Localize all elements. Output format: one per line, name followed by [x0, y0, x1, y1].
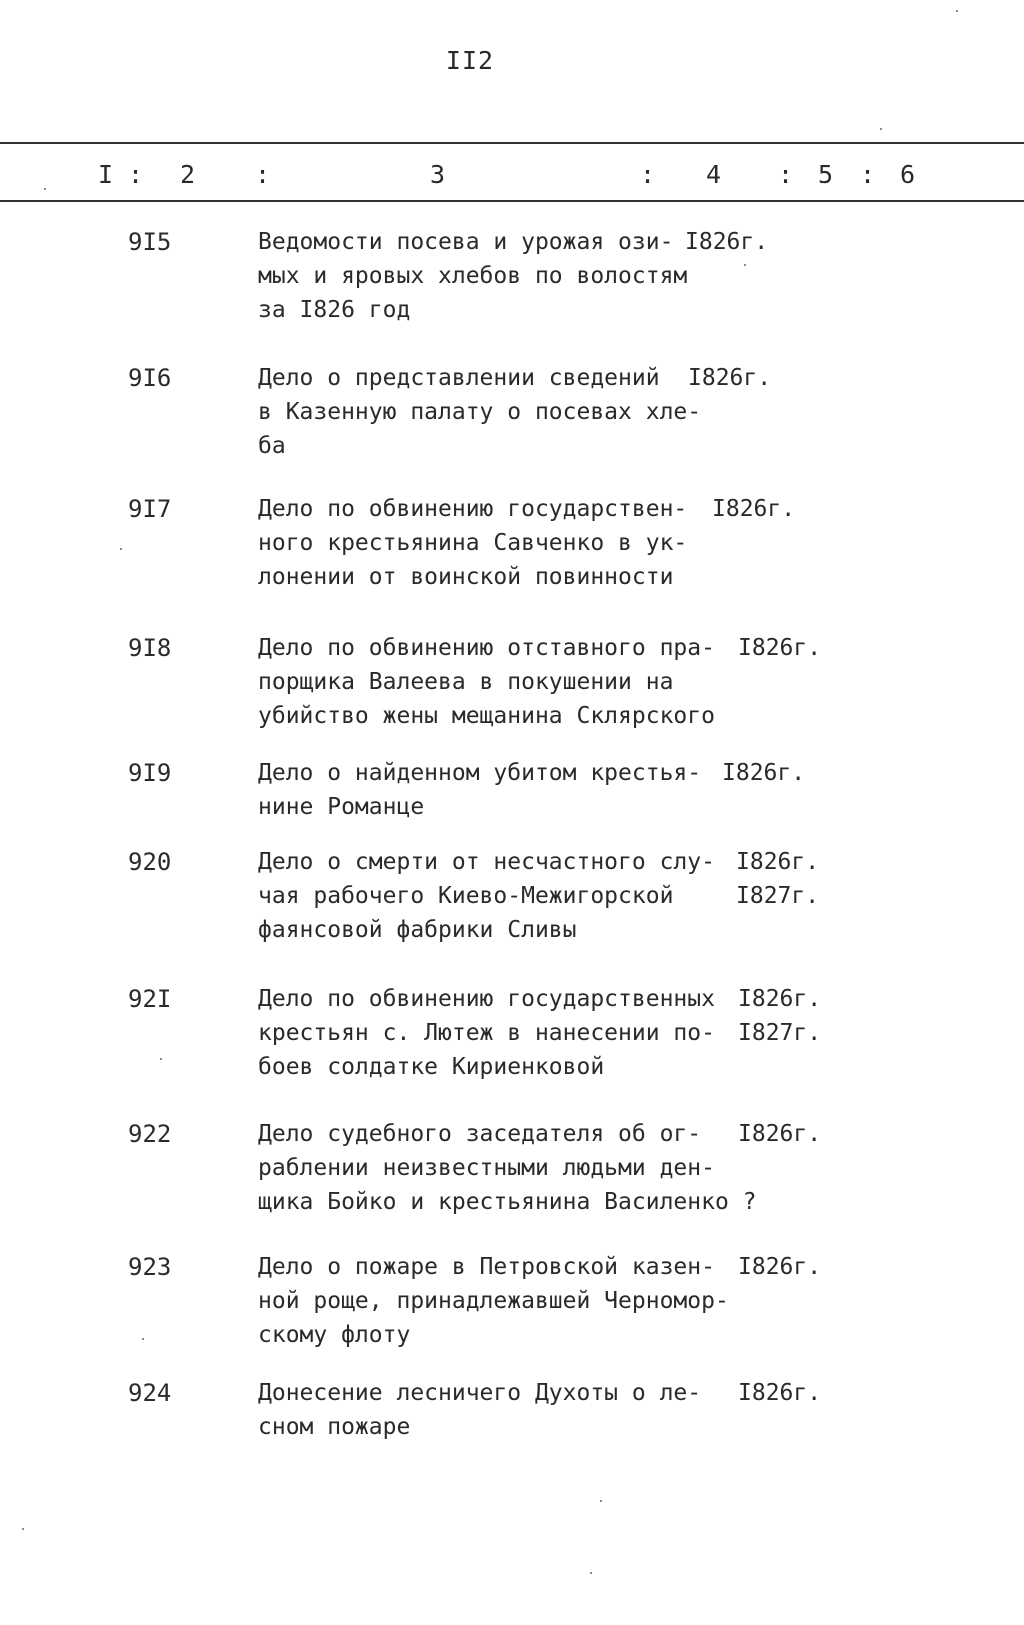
entry-title-line: Донесение лесничего Духоты о ле-: [258, 1380, 702, 1406]
column-separator: :: [778, 160, 794, 189]
entry-title: [258, 225, 687, 327]
entry-date: I826г.: [738, 1121, 822, 1147]
scan-speck: [956, 10, 958, 12]
entry-date: I826г.: [738, 1380, 822, 1406]
entry-title-line: порщика Валеева в покушении на: [258, 669, 674, 695]
header-rule-top: [0, 142, 1024, 144]
scan-speck: [44, 188, 46, 190]
entry-dates: [738, 631, 821, 665]
scan-speck: [22, 1528, 24, 1530]
entry-title-line: Ведомости посева и урожая ози-: [258, 229, 674, 255]
column-header-2: 2: [180, 160, 196, 189]
scan-speck: [160, 1058, 162, 1060]
entry-title-line: фаянсовой фабрики Сливы: [258, 917, 577, 943]
entry-title-line: чая рабочего Киево-Межигорской: [258, 883, 674, 909]
entry-number: 920: [128, 848, 172, 876]
entry-title: [258, 1376, 701, 1444]
entry-title-line: Дело по обвинению отставного пра-: [258, 635, 715, 661]
entry-title-line: Дело судебного заседателя об ог-: [258, 1121, 702, 1147]
entry-date: I827г.: [736, 883, 820, 909]
entry-title: [258, 361, 701, 463]
entry-number: 9I8: [128, 634, 172, 662]
entry-title: [258, 1117, 757, 1219]
entry-title: [258, 492, 687, 594]
entry-dates: [738, 1117, 821, 1151]
scan-speck: [600, 1500, 602, 1502]
entry-title: [258, 845, 715, 947]
entry-number: 922: [128, 1120, 172, 1148]
entry-title-line: скому флоту: [258, 1322, 411, 1348]
entry-dates: [738, 1250, 821, 1284]
entry-date: I826г.: [738, 986, 822, 1012]
entry-date: I826г.: [738, 1254, 822, 1280]
entry-date: I826г.: [688, 365, 772, 391]
column-separator: :: [255, 160, 271, 189]
entry-title-line: в Казенную палату о посевах хле-: [258, 399, 702, 425]
column-header-4: 4: [706, 160, 722, 189]
entry-title: [258, 1250, 729, 1352]
entry-title-line: мых и яровых хлебов по волостям: [258, 263, 688, 289]
column-header-3: 3: [430, 160, 446, 189]
entry-dates: [738, 982, 821, 1050]
entry-title-line: крестьян с. Лютеж в нанесении по-: [258, 1020, 715, 1046]
column-header-6: 6: [900, 160, 916, 189]
entry-title-line: убийство жены мещанина Склярского: [258, 703, 715, 729]
entry-title-line: ной роще, принадлежавшей Черномор-: [258, 1288, 729, 1314]
header-rule-bottom: [0, 200, 1024, 202]
entry-date: I826г.: [736, 849, 820, 875]
entry-title: [258, 982, 715, 1084]
column-header-5: 5: [818, 160, 834, 189]
entry-title: [258, 631, 715, 733]
entry-title-line: сном пожаре: [258, 1414, 411, 1440]
entry-title-line: Дело о пожаре в Петровской казен-: [258, 1254, 715, 1280]
scan-speck: [590, 1572, 592, 1574]
entry-date: I826г.: [738, 635, 822, 661]
entry-dates: [736, 845, 819, 913]
entry-title: [258, 756, 701, 824]
entry-dates: [712, 492, 795, 526]
entry-date: I826г.: [712, 496, 796, 522]
entry-number: 9I7: [128, 495, 172, 523]
entry-title-line: щика Бойко и крестьянина Василенко ?: [258, 1189, 757, 1215]
scan-speck: [142, 1338, 144, 1340]
entry-dates: [722, 756, 805, 790]
column-separator: :: [640, 160, 656, 189]
entry-title-line: ного крестьянина Савченко в ук-: [258, 530, 688, 556]
entry-title-line: боев солдатке Кириенковой: [258, 1054, 605, 1080]
entry-dates: [685, 225, 768, 259]
column-header-1: I: [98, 160, 114, 189]
entry-number: 9I9: [128, 759, 172, 787]
entry-number: 9I5: [128, 228, 172, 256]
entry-title-line: лонении от воинской повинности: [258, 564, 674, 590]
scan-speck: [880, 128, 882, 130]
entry-date: I826г.: [722, 760, 806, 786]
entry-number: 9I6: [128, 364, 172, 392]
scan-speck: [120, 548, 122, 550]
entry-date: I826г.: [685, 229, 769, 255]
scan-speck: [744, 264, 746, 266]
entry-title-line: ба: [258, 433, 286, 459]
entry-number: 923: [128, 1253, 172, 1281]
column-separator: :: [860, 160, 876, 189]
entry-title-line: Дело о найденном убитом крестья-: [258, 760, 702, 786]
entry-number: 924: [128, 1379, 172, 1407]
entry-date: I827г.: [738, 1020, 822, 1046]
entry-title-line: раблении неизвестными людьми ден-: [258, 1155, 715, 1181]
entry-title-line: нине Романце: [258, 794, 425, 820]
entry-dates: [688, 361, 771, 395]
column-separator: :: [128, 160, 144, 189]
entry-title-line: Дело по обвинению государственных: [258, 986, 715, 1012]
entry-number: 92I: [128, 985, 172, 1013]
entry-title-line: Дело по обвинению государствен-: [258, 496, 688, 522]
entry-title-line: Дело о смерти от несчастного слу-: [258, 849, 715, 875]
entry-title-line: Дело о представлении сведений: [258, 365, 660, 391]
page-number: II2: [445, 46, 495, 75]
entry-dates: [738, 1376, 821, 1410]
entry-title-line: за I826 год: [258, 297, 411, 323]
